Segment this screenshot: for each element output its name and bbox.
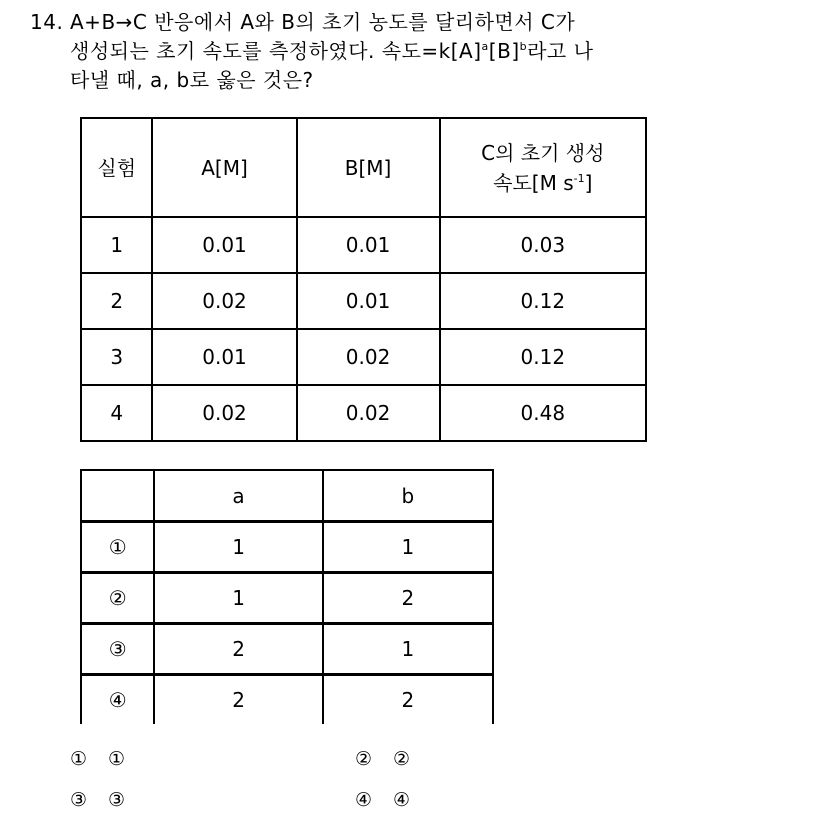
experiment-table-header — [81, 118, 646, 217]
cell-a: 2 — [154, 675, 322, 725]
question-line-2 — [30, 37, 810, 66]
answer-table — [80, 469, 494, 724]
header-b: b — [323, 470, 493, 522]
exponent-b: b — [519, 40, 528, 53]
header-trial: 실험 — [81, 118, 152, 217]
cell-b: 1 — [323, 522, 493, 573]
question-number: 14. — [30, 10, 64, 34]
choice-text: ① — [108, 748, 126, 770]
header-rate-exponent: -1 — [573, 171, 585, 185]
question-text-2b: [B] — [488, 39, 520, 63]
cell-trial: 3 — [81, 329, 152, 385]
choice-1[interactable] — [70, 740, 125, 778]
header-rate-line-2 — [441, 168, 645, 198]
table-row — [81, 329, 646, 385]
cell-trial: 1 — [81, 217, 152, 273]
header-rate-close: ] — [584, 170, 593, 195]
table-row — [81, 522, 493, 573]
question-line-3 — [30, 66, 810, 95]
choice-text: ④ — [393, 789, 411, 811]
option-mark: ① — [81, 522, 154, 573]
choice-2[interactable] — [355, 740, 410, 778]
header-a: a — [154, 470, 322, 522]
table-row — [81, 217, 646, 273]
choice-mark: ③ — [70, 789, 88, 811]
question-text-1: A+B→C 반응에서 A와 B의 초기 농도를 달리하면서 C가 — [70, 10, 576, 34]
cell-a: 0.01 — [152, 329, 296, 385]
cell-a: 0.01 — [152, 217, 296, 273]
choice-text: ③ — [108, 789, 126, 811]
exponent-a: a — [481, 40, 489, 53]
choice-3[interactable] — [70, 781, 125, 819]
question-text-2a: 생성되는 초기 속도를 측정하였다. 속도=k[A] — [70, 39, 482, 63]
cell-a: 0.02 — [152, 385, 296, 441]
cell-b: 0.02 — [297, 329, 440, 385]
header-rate-line-1: C의 초기 생성 — [481, 140, 605, 165]
choice-mark: ② — [355, 748, 373, 770]
table-row — [81, 624, 493, 675]
table-row — [81, 675, 493, 725]
question-stem — [30, 8, 810, 95]
question-line-1 — [30, 8, 810, 37]
cell-rate: 0.12 — [440, 273, 646, 329]
table-row — [81, 273, 646, 329]
question-text-3: 타낼 때, a, b로 옳은 것은? — [70, 68, 314, 92]
cell-rate: 0.12 — [440, 329, 646, 385]
cell-b: 0.01 — [297, 273, 440, 329]
table-row — [81, 385, 646, 441]
cell-a: 1 — [154, 522, 322, 573]
cell-a: 0.02 — [152, 273, 296, 329]
option-mark: ② — [81, 573, 154, 624]
header-rate-unit: 속도[M s — [493, 170, 574, 195]
cell-b: 2 — [323, 675, 493, 725]
choice-4[interactable] — [355, 781, 410, 819]
cell-a: 2 — [154, 624, 322, 675]
question-text-2c: 라고 나 — [527, 39, 594, 63]
cell-a: 1 — [154, 573, 322, 624]
choice-mark: ④ — [355, 789, 373, 811]
answer-table-header — [81, 470, 493, 522]
cell-trial: 4 — [81, 385, 152, 441]
choice-mark: ① — [70, 748, 88, 770]
header-a-concentration: A[M] — [152, 118, 296, 217]
cell-rate: 0.03 — [440, 217, 646, 273]
cell-b: 0.01 — [297, 217, 440, 273]
header-blank — [81, 470, 154, 522]
option-mark: ③ — [81, 624, 154, 675]
cell-rate: 0.48 — [440, 385, 646, 441]
header-b-concentration: B[M] — [297, 118, 440, 217]
header-initial-rate — [440, 118, 646, 217]
cell-b: 0.02 — [297, 385, 440, 441]
option-mark: ④ — [81, 675, 154, 725]
cell-trial: 2 — [81, 273, 152, 329]
cell-b: 1 — [323, 624, 493, 675]
table-row — [81, 573, 493, 624]
experiment-table — [80, 117, 647, 442]
cell-b: 2 — [323, 573, 493, 624]
choice-text: ② — [393, 748, 411, 770]
